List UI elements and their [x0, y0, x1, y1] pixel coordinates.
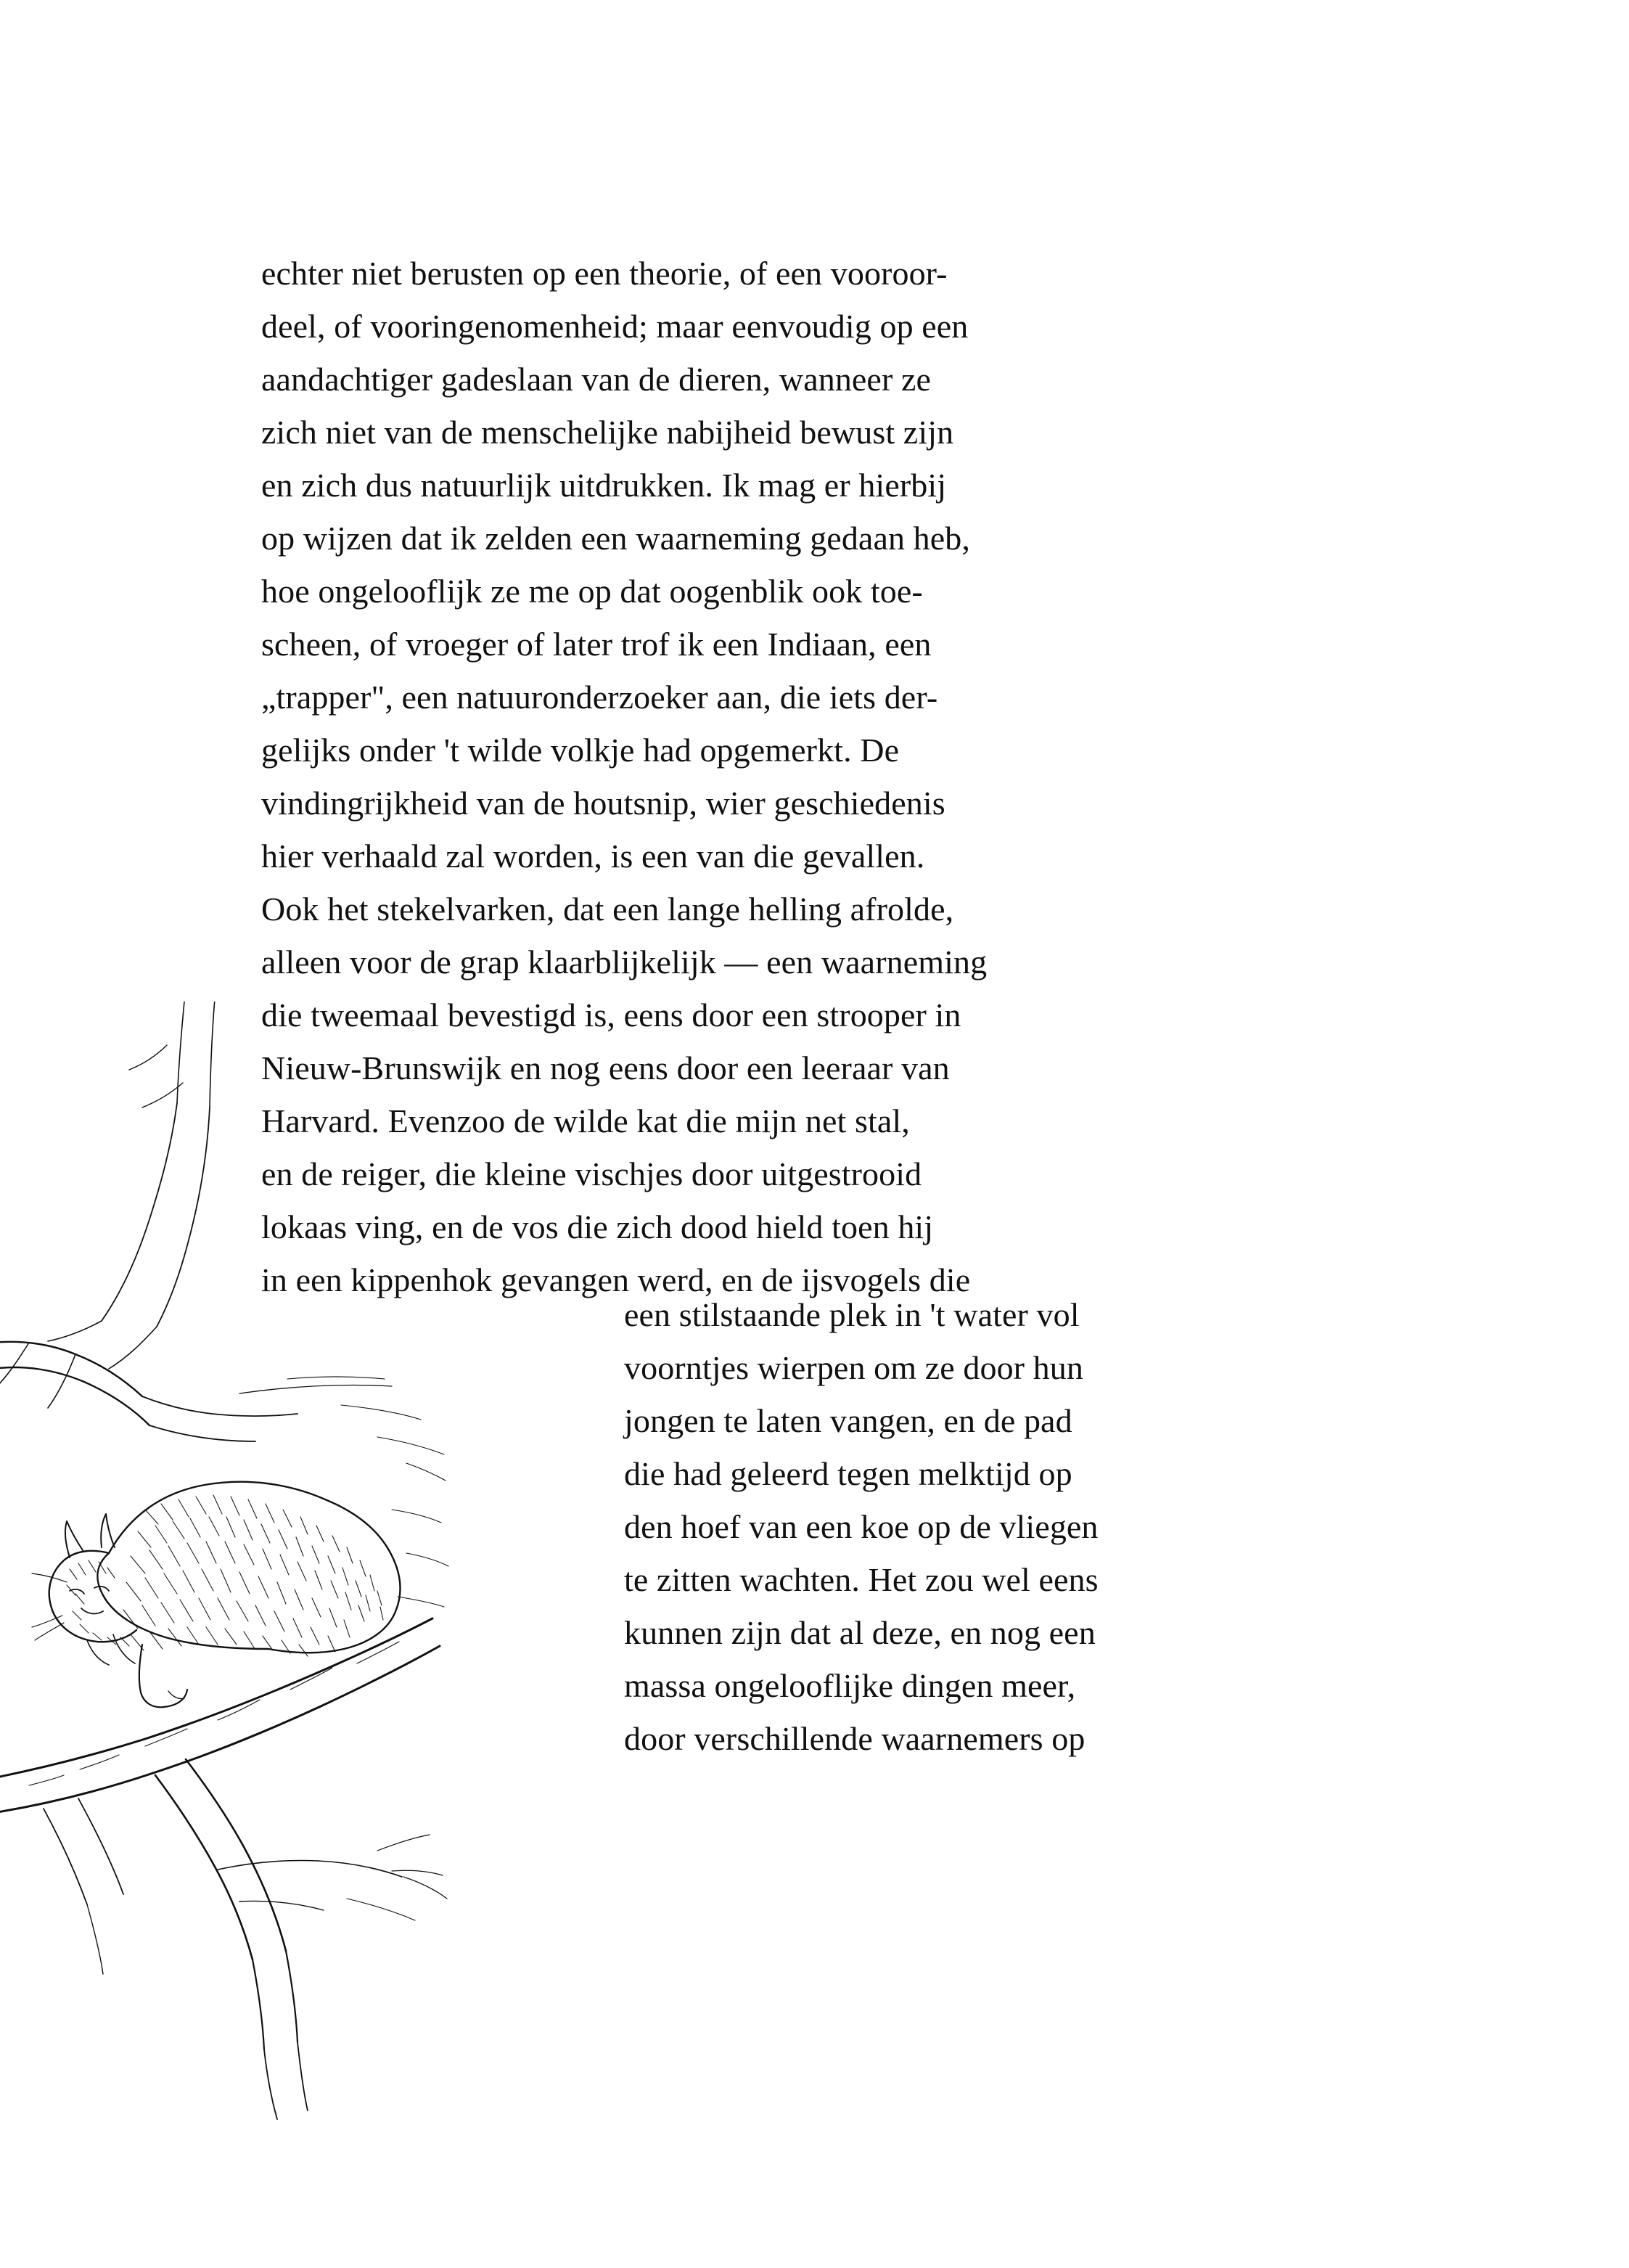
- text-line: vindingrijkheid van de houtsnip, wier geschiedenis: [261, 785, 945, 822]
- text-line: die had geleerd tegen melktijd op: [624, 1455, 1072, 1492]
- text-line: zich niet van de menschelijke nabijheid bewust zijn: [261, 414, 954, 451]
- text-line: Nieuw-Brunswijk en nog eens door een leeraar van: [261, 1049, 950, 1086]
- text-line: hoe ongelooflijk ze me op dat oogenblik ook toe-: [261, 573, 923, 610]
- text-line: kunnen zijn dat al deze, en nog een: [624, 1614, 1096, 1651]
- text-line: en de reiger, die kleine vischjes door uitgestrooid: [261, 1155, 922, 1192]
- text-line: deel, of vooringenomenheid; maar eenvoudig op een: [261, 308, 969, 345]
- body-text-column: [261, 247, 1364, 1306]
- text-line: door verschillende waarnemers op: [624, 1720, 1086, 1757]
- text-line: en zich dus natuurlijk uitdrukken. Ik mag er hierbij: [261, 467, 947, 504]
- text-line: te zitten wachten. Het zou wel eens: [624, 1561, 1099, 1598]
- text-line: echter niet berusten op een theorie, of een vooroor-: [261, 255, 948, 292]
- text-line: den hoef van een koe op de vliegen: [624, 1508, 1099, 1545]
- text-line: gelijks onder 't wilde volkje had opgemerkt. De: [261, 732, 900, 769]
- text-line: Harvard. Evenzoo de wilde kat die mijn net stal,: [261, 1102, 910, 1139]
- text-line: die tweemaal bevestigd is, eens door een strooper in: [261, 996, 961, 1033]
- text-line: een stilstaande plek in 't water vol: [624, 1296, 1080, 1333]
- text-line: aandachtiger gadeslaan van de dieren, wanneer ze: [261, 361, 932, 398]
- text-line: scheen, of vroeger of later trof ik een Indiaan, een: [261, 626, 932, 663]
- text-line: „trapper", een natuuronderzoeker aan, die iets der-: [261, 679, 938, 716]
- text-line: hier verhaald zal worden, is een van die gevallen.: [261, 838, 925, 875]
- text-line: voorntjes wierpen om ze door hun: [624, 1349, 1083, 1386]
- text-line: in een kippenhok gevangen werd, en de ijsvogels die: [261, 1261, 971, 1298]
- text-line: alleen voor de grap klaarblijkelijk — een waarneming: [261, 943, 988, 981]
- text-line: lokaas ving, en de vos die zich dood hield toen hij: [261, 1208, 934, 1245]
- text-line: jongen te laten vangen, en de pad: [624, 1402, 1072, 1439]
- body-text-wrapped-column: [624, 1288, 1364, 1765]
- text-line: Ook het stekelvarken, dat een lange helling afrolde,: [261, 891, 954, 928]
- text-line: massa ongelooflijke dingen meer,: [624, 1667, 1076, 1704]
- text-line: op wijzen dat ik zelden een waarneming gedaan heb,: [261, 520, 970, 557]
